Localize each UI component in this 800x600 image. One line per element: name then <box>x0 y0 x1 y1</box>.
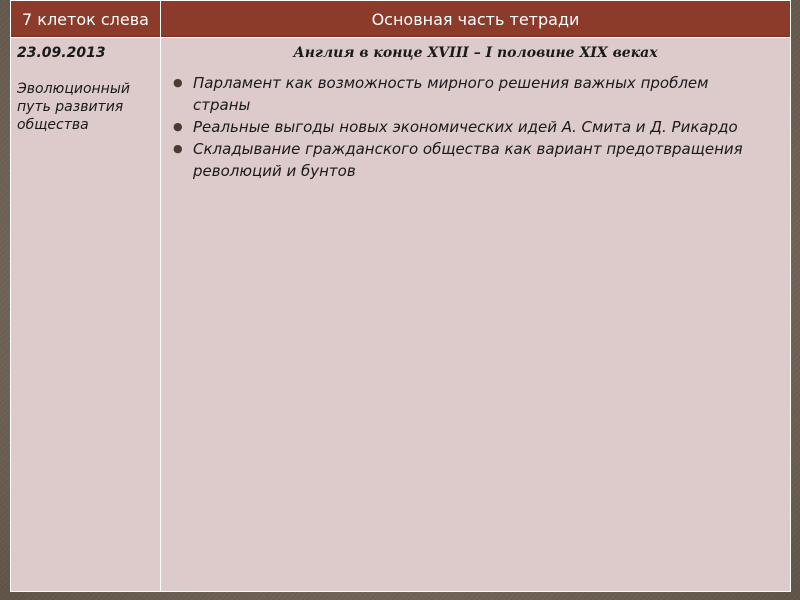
lesson-topic: Эволюционный путь развития общества <box>17 81 130 133</box>
list-item <box>173 116 780 138</box>
list-item <box>173 72 780 116</box>
body-row <box>11 38 791 592</box>
lesson-date: 23.09.2013 <box>17 45 106 61</box>
left-margin-cell <box>11 38 161 592</box>
lesson-title: Англия в конце XVIII – I половине XIX веках <box>293 45 658 61</box>
list-item-text: Реальные выгоды новых экономических идей А. Смита и Д. Рикардо <box>193 118 738 136</box>
bullet-dot-icon: ● <box>173 76 183 89</box>
main-column-header: Основная часть тетради <box>161 1 791 38</box>
main-notebook-cell <box>161 38 791 592</box>
bullet-list <box>171 72 780 182</box>
list-item-text: Складывание гражданского общества как вариант предотвращения революций и бунтов <box>193 140 743 180</box>
notebook-table <box>10 0 791 592</box>
list-item-text: Парламент как возможность мирного решения важных проблем страны <box>193 74 709 114</box>
left-column-header: 7 клеток слева <box>11 1 161 38</box>
header-row <box>11 1 791 38</box>
list-item <box>173 138 780 182</box>
bullet-dot-icon: ● <box>173 142 183 155</box>
bullet-dot-icon: ● <box>173 120 183 133</box>
